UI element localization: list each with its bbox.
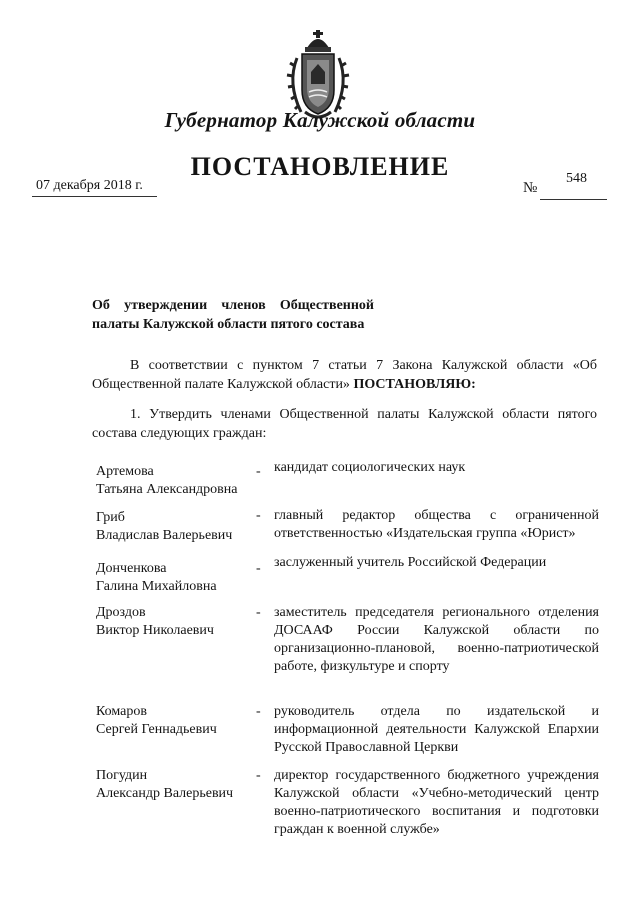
document-date: 07 декабря 2018 г. <box>36 178 143 193</box>
member-dash: - <box>256 508 261 523</box>
member-description: заместитель председателя регионального отделения ДОСААФ России Калужской области по организационно-плановой, военно-патриотической работе, физкультуре и спорту <box>274 605 599 674</box>
member-dash: - <box>256 464 261 479</box>
member-dash: - <box>256 768 261 783</box>
member-name <box>96 463 256 499</box>
member-surname: Гриб <box>96 510 125 525</box>
member-name <box>96 703 256 739</box>
document-number: 548 <box>566 171 587 186</box>
member-given-names: Сергей Геннадьевич <box>96 722 217 737</box>
member-name <box>96 767 256 803</box>
member-given-names: Виктор Николаевич <box>96 623 214 638</box>
member-given-names: Татьяна Александровна <box>96 482 238 497</box>
member-surname: Донченкова <box>96 561 167 576</box>
member-name <box>96 604 256 640</box>
member-surname: Артемова <box>96 464 154 479</box>
date-underline <box>32 196 157 197</box>
document-type-heading: ПОСТАНОВЛЕНИЕ <box>190 152 450 181</box>
member-dash: - <box>256 561 261 576</box>
member-name <box>96 509 256 545</box>
resolution-item-1 <box>92 406 597 443</box>
number-underline <box>540 199 607 200</box>
member-surname: Комаров <box>96 704 147 719</box>
member-description: заслуженный учитель Российской Федерации <box>274 555 547 570</box>
member-surname: Дроздов <box>96 605 146 620</box>
member-name <box>96 560 256 596</box>
member-given-names: Галина Михайловна <box>96 579 217 594</box>
member-description: главный редактор общества с ограниченной ответственностью «Издательская группа «Юрист» <box>274 508 599 541</box>
member-description: кандидат социологических наук <box>274 460 466 475</box>
document-subject: Об утверждении членов Общественной палаты Калужской области пятого состава <box>92 298 374 332</box>
member-description: руководитель отдела по издательской и информационной деятельности Калужской Епархии Русской Православной Церкви <box>274 704 599 755</box>
number-sign: № <box>523 180 538 196</box>
member-surname: Погудин <box>96 768 148 783</box>
decree-word: ПОСТАНОВЛЯЮ: <box>353 376 476 392</box>
preamble-paragraph <box>92 357 597 394</box>
member-given-names: Владислав Валерьевич <box>96 528 233 543</box>
member-dash: - <box>256 704 261 719</box>
member-given-names: Александр Валерьевич <box>96 786 234 801</box>
resolution-item-1-text: 1. Утвердить членами Общественной палаты Калужской области пятого состава следующих граждан: <box>92 407 597 441</box>
preamble-text: В соответствии с пунктом 7 статьи 7 Закона Калужской области «Об Общественной палате Калужской области» <box>92 358 597 392</box>
governor-title: Губернатор Калужской области <box>164 108 476 132</box>
member-description: директор государственного бюджетного учреждения Калужской области «Учебно-методический центр военно-патриотического воспитания и подготовки граждан к военной службе» <box>274 768 599 837</box>
member-dash: - <box>256 605 261 620</box>
